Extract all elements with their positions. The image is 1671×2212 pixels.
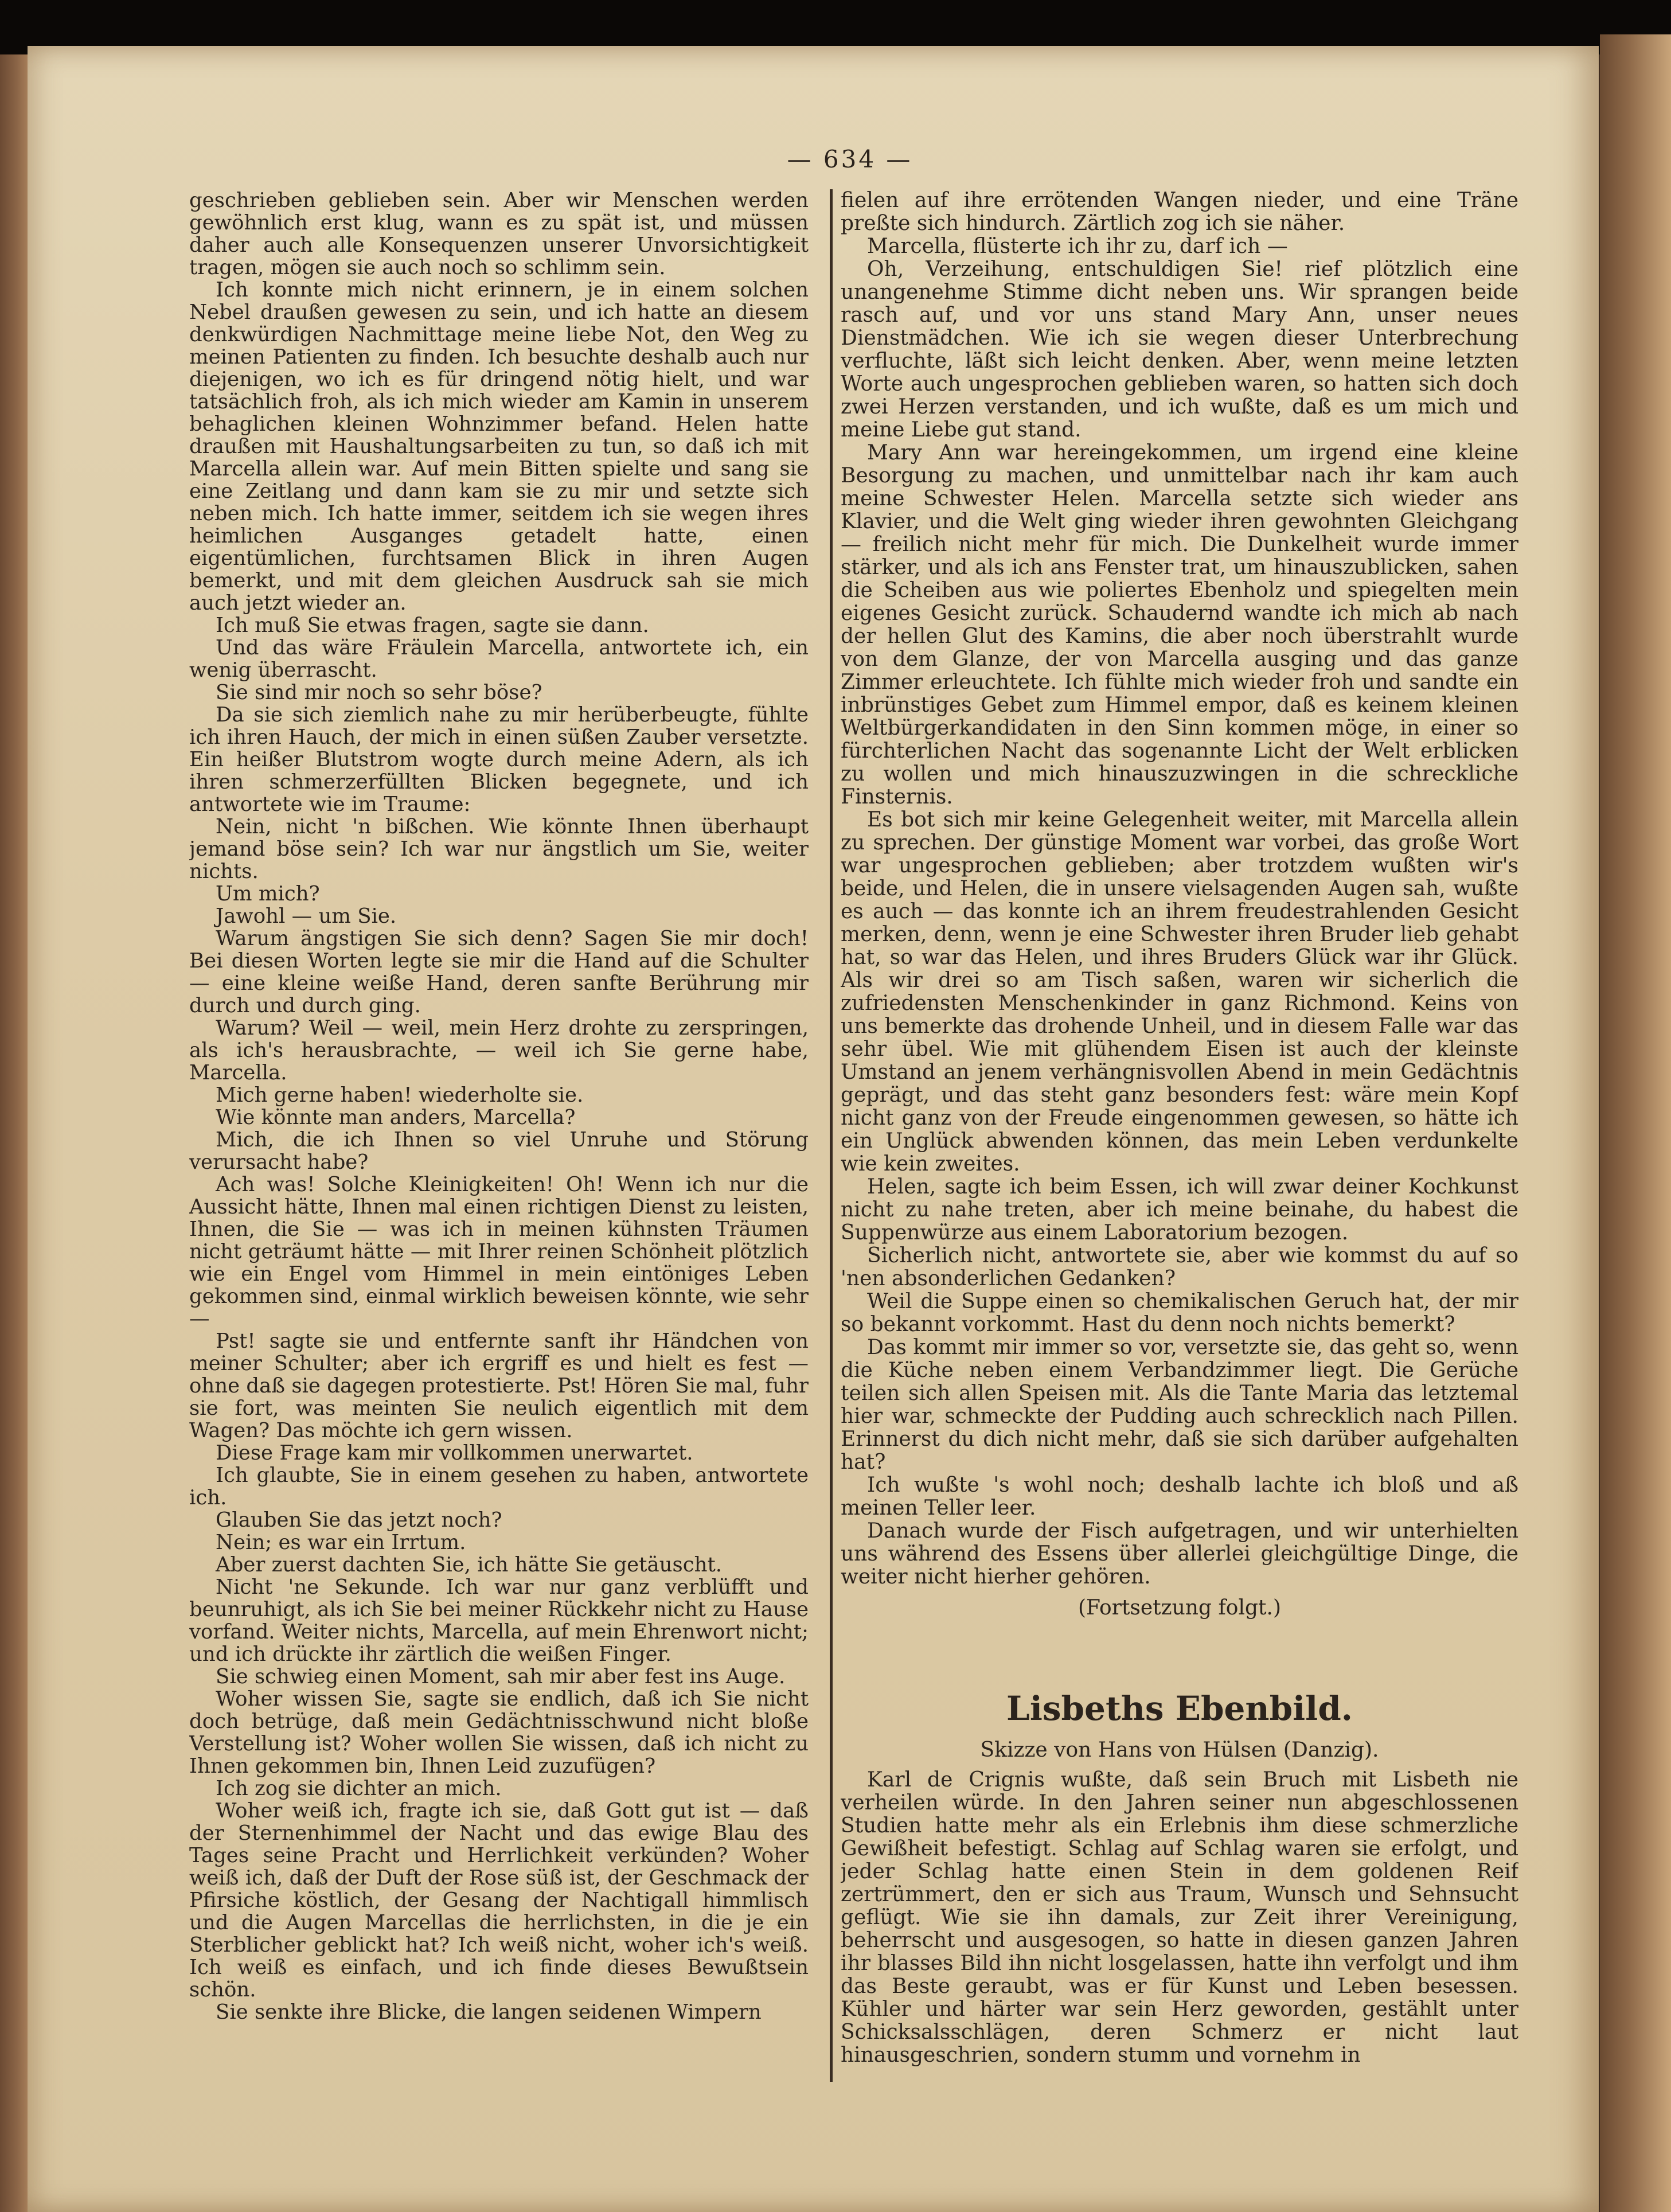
page-number: — 634 — (787, 145, 913, 173)
paragraph: Ach was! Solche Kleinigkeiten! Oh! Wenn ich nur die Aussicht hätte, Ihnen mal einen richtigen Dienst zu leisten, Ihnen, die Sie — was ich in meinen kühnsten Träumen nicht geträumt hätte — mit Ihrer reinen Schönheit plötzlich wie ein Engel vom Himmel in mein eintöniges Leben gekommen sind, einmal wirklich beweisen könnte, wie sehr — (189, 1173, 809, 1331)
left-column (189, 189, 809, 2082)
paragraph: Sie schwieg einen Moment, sah mir aber fest ins Auge. (216, 1665, 786, 1688)
paragraph: Weil die Suppe einen so chemikalischen Geruch hat, der mir so bekannt vorkommt. Hast du denn noch nichts bemerkt? (841, 1290, 1518, 1336)
right-column (841, 189, 1518, 2082)
paragraph: Und das wäre Fräulein Marcella, antwortete ich, ein wenig überrascht. (189, 636, 809, 682)
paragraph: Um mich? (216, 882, 320, 906)
paragraph: Marcella, flüsterte ich ihr zu, darf ich — (867, 235, 1288, 258)
paragraph: Helen, sagte ich beim Essen, ich will zwar deiner Kochkunst nicht zu nahe treten, aber ich meine beinahe, du habest die Suppenwürze aus einem Laboratorium bezogen. (841, 1175, 1518, 1245)
paragraph: Woher wissen Sie, sagte sie endlich, daß ich Sie nicht doch betrüge, daß mein Gedächtnisschwund nicht bloße Verstellung ist? Woher wollen Sie wissen, daß ich nicht zu Ihnen gekommen bin, Ihnen Leid zuzufügen? (189, 1687, 809, 1778)
paragraph: Oh, Verzeihung, entschuldigen Sie! rief plötzlich eine unangenehme Stimme dicht neben uns. Wir sprangen beide rasch auf, und vor uns stand Mary Ann, unser neues Dienstmädchen. Wie ich sie wegen dieser Unterbrechung verfluchte, läßt sich leicht denken. Aber, wenn meine letzten Worte auch ungesprochen geblieben waren, so hatten sich doch zwei Herzen verstanden, und ich wußte, daß es um mich und meine Liebe gut stand. (841, 258, 1518, 442)
paragraph: Warum? Weil — weil, mein Herz drohte zu zerspringen, als ich's herausbrachte, — weil ich Sie gerne habe, Marcella. (189, 1016, 809, 1084)
article-body (841, 1769, 1518, 2067)
column-divider (830, 189, 833, 2082)
paragraph: Mary Ann war hereingekommen, um irgend eine kleine Besorgung zu machen, und unmittelbar nach ihr kam auch meine Schwester Helen. Marcella setzte sich wieder ans Klavier, und die Welt ging wieder ihren gewohnten Gleichgang — freilich nicht mehr für mich. Die Dunkelheit wurde immer stärker, und als ich ans Fenster trat, um hinauszublicken, sahen die Scheiben aus wie poliertes Ebenholz und spiegelten mein eigenes Gesicht zurück. Schaudernd wandte ich mich ab nach der hellen Glut des Kamins, die aber noch überstrahlt wurde von dem Glanze, der von Marcella ausging und das ganze Zimmer erleuchtete. Ich fühlte mich wieder froh und sandte ein inbrünstiges Gebet zum Himmel empor, daß es keinem kleinen Weltbürgerkandidaten in den Sinn kommen möge, in einer so fürchterlichen Nacht das sogenannte Licht der Welt erblicken zu wollen und mich hinauszuzwingen in die schreckliche Finsternis. (841, 441, 1518, 809)
paragraph: Ich zog sie dichter an mich. (216, 1777, 502, 1800)
paragraph: Mich gerne haben! wiederholte sie. (216, 1083, 584, 1107)
article-title: Lisbeths Ebenbild. (1006, 1689, 1353, 1728)
paragraph: Diese Frage kam mir vollkommen unerwartet. (216, 1441, 693, 1465)
continuation-note: (Fortsetzung folgt.) (1078, 1596, 1281, 1620)
paragraph: Sie sind mir noch so sehr böse? (216, 681, 542, 704)
article-subtitle: Skizze von Hans von Hülsen (Danzig). (980, 1738, 1379, 1762)
paragraph: Nein, nicht 'n bißchen. Wie könnte Ihnen überhaupt jemand böse sein? Ich war nur ängstlich um Sie, weiter nichts. (189, 815, 809, 883)
paragraph: Sicherlich nicht, antwortete sie, aber wie kommst du auf so 'nen absonderlichen Gedanken? (841, 1244, 1518, 1290)
paragraph: fielen auf ihre errötenden Wangen nieder, und eine Träne preßte sich hindurch. Zärtlich zog ich sie näher. (841, 189, 1518, 235)
book-cover-edge-left (0, 54, 28, 2212)
paragraph: Es bot sich mir keine Gelegenheit weiter, mit Marcella allein zu sprechen. Der günstige Moment war vorbei, das große Wort war ungesprochen geblieben; aber trotzdem wußten wir's beide, und Helen, die in unsere vielsagenden Augen sah, wußte es auch — das konnte ich an ihrem freudestrahlenden Gesicht merken, denn, wenn je eine Schwester ihren Bruder lieb gehabt hat, so war das Helen, und ihres Bruders Glück war ihr Glück. Als wir drei so am Tisch saßen, waren wir sicherlich die zufriedensten Menschenkinder in ganz Richmond. Keins von uns bemerkte das drohende Unheil, und in diesem Falle war das sehr übel. Wie mit glühendem Eisen ist auch der kleinste Umstand an jenem verhängnisvollen Abend in mein Gedächtnis geprägt, und das steht ganz besonders fest: wäre mein Kopf nicht ganz von der Freude eingenommen gewesen, so hätte ich ein Unglück abwenden können, das mein Leben verdunkelte wie kein zweites. (841, 808, 1518, 1176)
paragraph: Ich muß Sie etwas fragen, sagte sie dann. (216, 614, 649, 637)
paragraph: Woher weiß ich, fragte ich sie, daß Gott gut ist — daß der Sternenhimmel der Nacht und das ewige Blau des Tages seine Pracht und Herrlichkeit verkünden? Woher weiß ich, daß der Duft der Rose süß ist, der Geschmack der Pfirsiche köstlich, der Gesang der Nachtigall himmlisch und die Augen Marcellas die herrlichsten, in die je ein Sterblicher geblickt hat? Ich weiß nicht, woher ich's weiß. Ich weiß es einfach, und ich finde dieses Bewußtsein schön. (189, 1799, 809, 2002)
paragraph: Das kommt mir immer so vor, versetzte sie, das geht so, wenn die Küche neben einem Verbandzimmer liegt. Die Gerüche teilen sich allen Speisen mit. Als die Tante Maria das letztemal hier war, schmeckte der Pudding auch schrecklich nach Pillen. Erinnerst du dich nicht mehr, daß sie sich darüber aufgehalten hat? (841, 1336, 1518, 1474)
paragraph: Jawohl — um Sie. (216, 904, 397, 928)
right-column-story (841, 189, 1518, 1589)
paragraph: Nicht 'ne Sekunde. Ich war nur ganz verblüfft und beunruhigt, als ich Sie bei meiner Rückkehr nicht zu Hause vorfand. Weiter nichts, Marcella, auf mein Ehrenwort nicht; und ich drückte ihr zärtlich die weißen Finger. (189, 1575, 809, 1666)
paragraph: Mich, die ich Ihnen so viel Unruhe und Störung verursacht habe? (189, 1128, 809, 1174)
paragraph: Wie könnte man anders, Marcella? (216, 1106, 576, 1129)
paragraph: Da sie sich ziemlich nahe zu mir herüberbeugte, fühlte ich ihren Hauch, der mich in einen süßen Zauber versetzte. Ein heißer Blutstrom wogte durch meine Adern, als ich ihren schmerzerfüllten Blicken begegnete, und ich antwortete wie im Traume: (189, 703, 809, 816)
paragraph: geschrieben geblieben sein. Aber wir Menschen werden gewöhnlich erst klug, wann es zu spät ist, und müssen daher auch alle Konsequenzen unserer Unvorsichtigkeit tragen, mögen sie auch noch so schlimm sein. (189, 189, 809, 279)
paragraph: Nein; es war ein Irrtum. (216, 1531, 466, 1554)
paragraph: Glauben Sie das jetzt noch? (216, 1508, 502, 1532)
book-cover-edge-right (1600, 34, 1671, 2212)
paragraph: Danach wurde der Fisch aufgetragen, und wir unterhielten uns während des Essens über allerlei gleichgültige Dinge, die weiter nicht hierher gehören. (841, 1519, 1518, 1589)
paragraph: Sie senkte ihre Blicke, die langen seidenen Wimpern (216, 2000, 762, 2024)
paragraph: Karl de Crignis wußte, daß sein Bruch mit Lisbeth nie verheilen würde. In den Jahren seiner nun abgeschlossenen Studien hatte mehr als ein Erlebnis ihm diese schmerzliche Gewißheit befestigt. Schlag auf Schlag waren sie erfolgt, und jeder Schlag hatte einen Stein in dem goldenen Reif zertrümmert, den er sich aus Traum, Wunsch und Sehnsucht geflügt. Wie sie ihn damals, zur Zeit ihrer Vereinigung, beherrscht und ausgesogen, so hatte in diesen ganzen Jahren ihr blasses Bild ihn nicht losgelassen, hatte ihn verfolgt und ihm das Beste geraubt, was er für Kunst und Leben besessen. Kühler und härter war sein Herz geworden, gestählt unter Schicksalsschlägen, deren Schmerz er nicht laut hinausgeschrien, sondern stumm und vornehm in (841, 1768, 1518, 2067)
paragraph: Pst! sagte sie und entfernte sanft ihr Händchen von meiner Schulter; aber ich ergriff es und hielt es fest — ohne daß sie dagegen protestierte. Pst! Hören Sie mal, fuhr sie fort, was meinten Sie neulich eigentlich mit dem Wagen? Das möchte ich gern wissen. (189, 1329, 809, 1442)
paragraph: Ich wußte 's wohl noch; deshalb lachte ich bloß und aß meinen Teller leer. (841, 1473, 1518, 1520)
paragraph: Ich konnte mich nicht erinnern, je in einem solchen Nebel draußen gewesen zu sein, und ich hatte an diesem denkwürdigen Nachmittage meine liebe Not, den Weg zu meinen Patienten zu finden. Ich besuchte deshalb auch nur diejenigen, wo ich es für dringend nötig hielt, und war tatsächlich froh, als ich mich wieder am Kamin in unserem behaglichen kleinen Wohnzimmer befand. Helen hatte draußen mit Haushaltungsarbeiten zu tun, so daß ich mit Marcella allein war. Auf mein Bitten spielte und sang sie eine Zeitlang und dann kam sie zu mir und setzte sich neben mich. Ich hatte immer, seitdem ich sie wegen ihres heimlichen Ausganges getadelt hatte, einen eigentümlichen, furchtsamen Blick in ihren Augen bemerkt, und mit dem gleichen Ausdruck sah sie mich auch jetzt wieder an. (189, 278, 809, 615)
paragraph: Warum ängstigen Sie sich denn? Sagen Sie mir doch! Bei diesen Worten legte sie mir die Hand auf die Schulter — eine kleine weiße Hand, deren sanfte Berührung mir durch und durch ging. (189, 927, 809, 1017)
paragraph: Aber zuerst dachten Sie, ich hätte Sie getäuscht. (216, 1553, 722, 1577)
paragraph: Ich glaubte, Sie in einem gesehen zu haben, antwortete ich. (189, 1464, 809, 1509)
